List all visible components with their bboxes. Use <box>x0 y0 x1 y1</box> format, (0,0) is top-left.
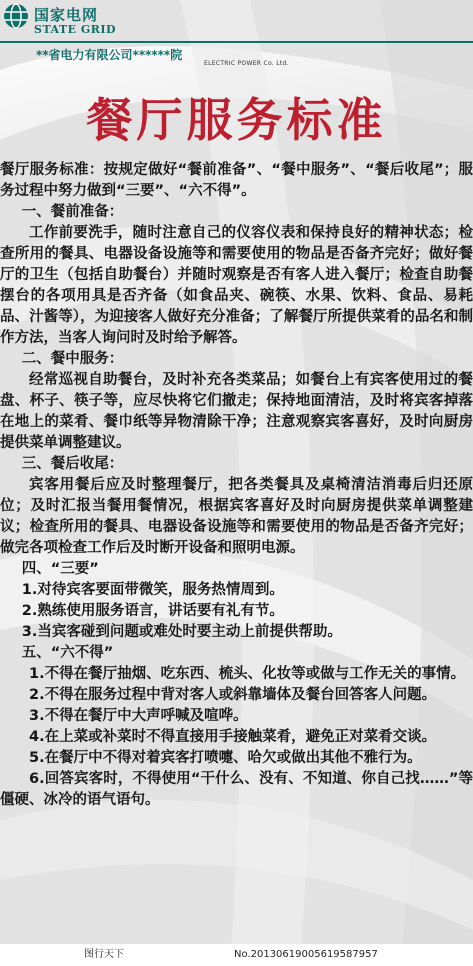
footer-bar <box>0 944 473 966</box>
brand-name-en: STATE GRID <box>34 23 117 36</box>
footer-site: 图行天下 <box>84 949 124 960</box>
paragraph: 1.对待宾客要面带微笑，服务热情周到。 <box>21 582 284 598</box>
paragraph: 经常巡视自助餐台，及时补充各类菜品；如餐台上有宾客使用过的餐盘、杯子、筷子等，应尽快将它们撤走；保持地面清洁，及时将宾客掉落在地上的菜肴、餐巾纸等异物清除干净；注意观察宾客喜好，及时向厨房提供菜单调整建议。 <box>0 372 473 451</box>
section-heading: 四、“三要” <box>21 561 99 577</box>
paragraph: 餐厅服务标准：按规定做好“餐前准备”、“餐中服务”、“餐后收尾”；服务过程中努力做到“三要”、“六不得”。 <box>0 162 473 199</box>
company-name-en: ELECTRIC POWER Co. Ltd. <box>204 60 289 67</box>
paragraph: 宾客用餐后应及时整理餐厅，把各类餐具及桌椅清洁消毒后归还原位；及时汇报当餐用餐情况，根据宾客喜好及时向厨房提供菜单调整建议；检查所用的餐具、电器设备设施等和需要使用的物品是否备齐完好；做完各项检查工作后及时断开设备和照明电源。 <box>0 477 473 556</box>
section-heading: 二、餐中服务： <box>21 351 124 367</box>
paragraph: 2.不得在服务过程中背对客人或斜靠墙体及餐台回答客人问题。 <box>29 687 437 703</box>
paragraph: 工作前要洗手，随时注意自己的仪容仪表和保持良好的精神状态；检查所用的餐具、电器设备设施等和需要使用的物品是否备齐完好；做好餐厅的卫生（包括自助餐台）并随时观察是否有客人进入餐厅；检查自助餐摆台的各项用具是否齐备（如食品夹、碗筷、水果、饮料、食品、易耗品、汁酱等），为迎接客人做好充分准备；了解餐厅所提供菜肴的品名和制作方法，当客人询问时及时给予解答。 <box>0 225 473 346</box>
paragraph: 3.不得在餐厅中大声呼喊及喧哗。 <box>29 708 248 724</box>
paragraph: 5.在餐厅中不得对着宾客打喷嚏、哈欠或做出其他不雅行为。 <box>29 750 422 766</box>
company-name: **省电力有限公司******院 <box>36 48 183 62</box>
paragraph: 3.当宾客碰到问题或难处时要主动上前提供帮助。 <box>21 624 342 640</box>
paragraph: 4.在上菜或补菜时不得直接用手接触菜肴，避免正对菜肴交谈。 <box>29 729 437 745</box>
section-heading: 一、餐前准备： <box>21 204 124 220</box>
state-grid-logo-icon <box>2 2 30 32</box>
document-body <box>0 160 473 811</box>
brand-name-cn: 国家电网 <box>34 6 99 24</box>
section-heading: 五、“六不得” <box>21 645 114 661</box>
paragraph: 6.回答宾客时，不得使用“干什么、没有、不知道、你自己找……”等僵硬、冰冷的语气语句。 <box>0 771 473 808</box>
header-divider <box>0 41 473 43</box>
paragraph: 2.熟练使用服务语言，讲话要有礼有节。 <box>21 603 284 619</box>
page-title: 餐厅服务标准 <box>86 93 387 147</box>
header <box>0 0 473 80</box>
section-heading: 三、餐后收尾： <box>21 456 124 472</box>
footer-id: No.20130619005619587957 <box>234 949 378 960</box>
paragraph: 1.不得在餐厅抽烟、吃东西、梳头、化妆等或做与工作无关的事情。 <box>29 666 466 682</box>
